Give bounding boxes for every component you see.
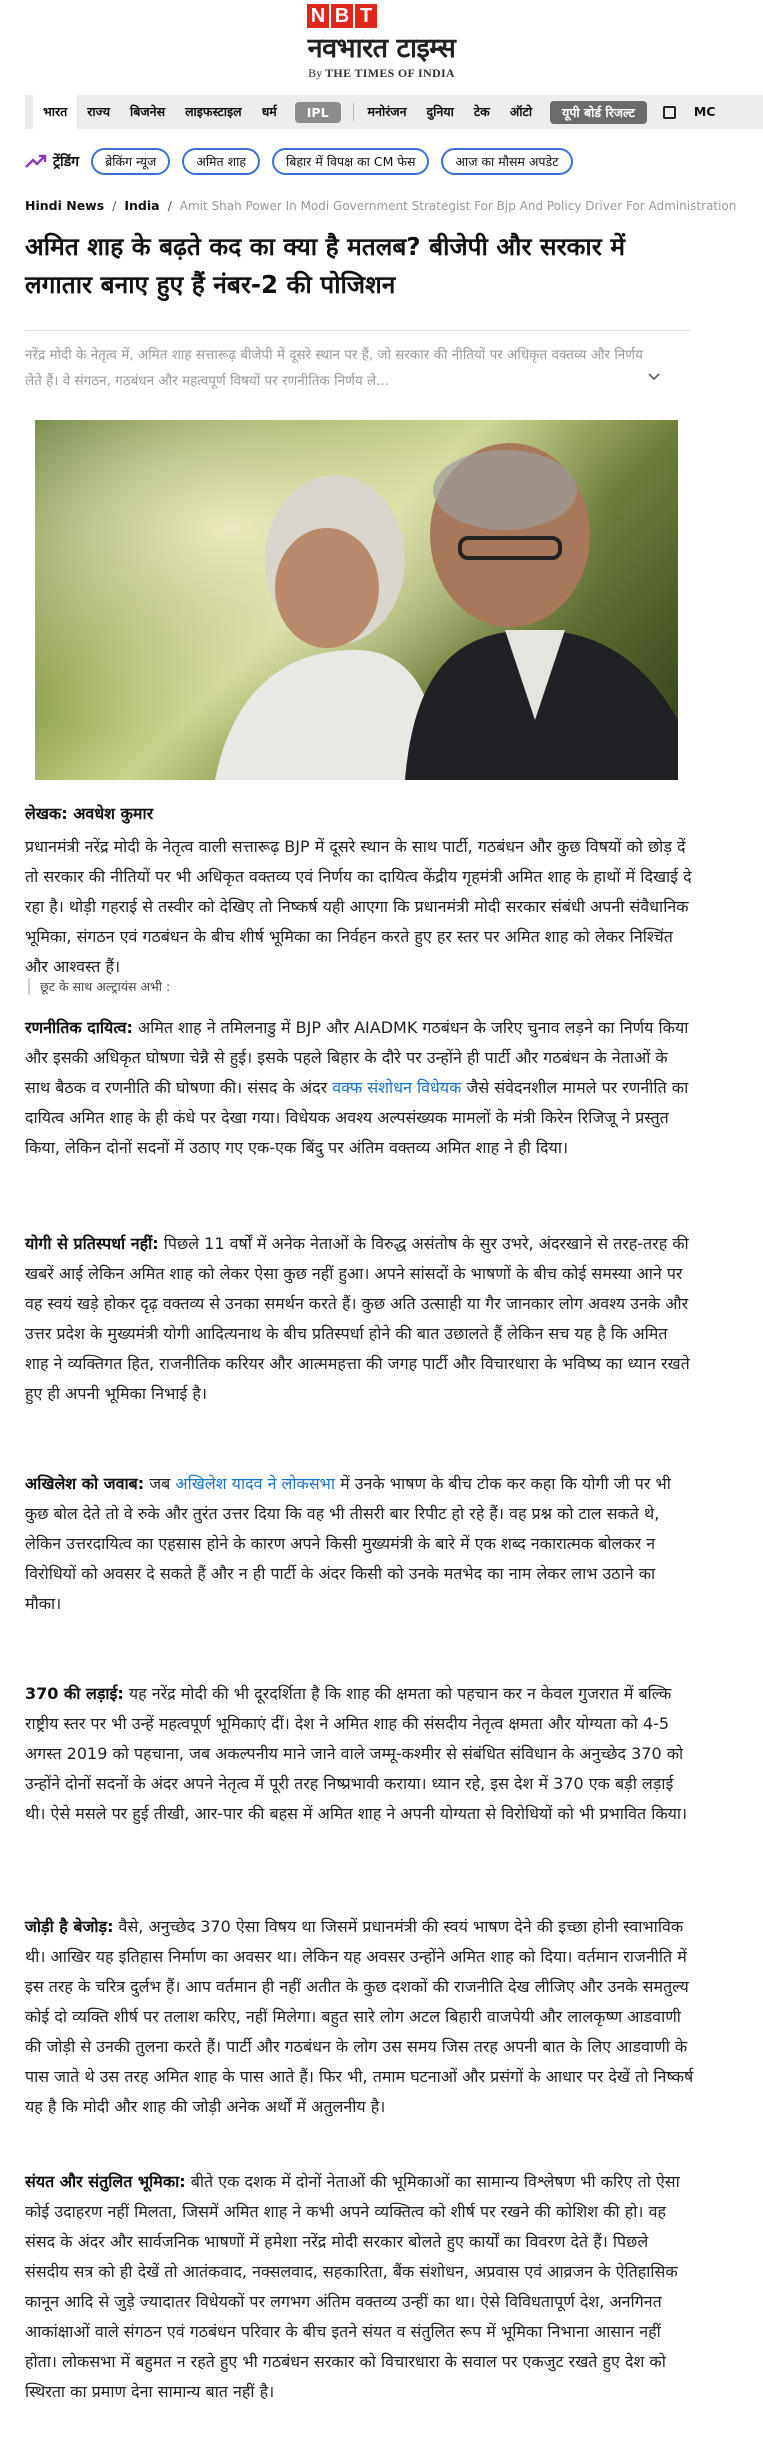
chevron-down-icon[interactable] <box>647 370 661 384</box>
article-title: अमित शाह के बढ़ते कद का क्या है मतलब? बीजेपी और सरकार में लगातार बनाए हुए हैं नंबर-2 की पोजिशन <box>25 232 625 299</box>
nbt-letter-b: B <box>331 4 353 28</box>
paragraph-text: जब <box>144 1474 176 1493</box>
list-icon[interactable] <box>663 106 676 119</box>
trending-label: ट्रेंडिंग <box>53 153 80 170</box>
breadcrumb-section[interactable]: India <box>124 198 160 213</box>
paragraph-text: में उनके भाषण के बीच टोक कर कहा कि योगी जी पर भी कुछ बोल देते तो वे रुके और तुरंत उत्तर दिया कि वह भी तीसरी बार रिपीट हो रहे हैं। वह प्रश्न को टाल सकते थे, लेकिन उत्तरदायित्व का एहसास होने के कारण अपने किसी मुख्यमंत्री के बारे में एक शब्द नकारात्मक बोलकर न विरोधियों को अवसर दे सकते हैं और न ही पार्टी के अंदर किसी को उनके मतभेद का नाम लेकर लाभ उठाने का मौका। <box>25 1474 671 1613</box>
nav-divider <box>353 103 354 121</box>
nav-pill-ipl[interactable]: IPL <box>295 102 341 123</box>
byline-brand: THE TIMES OF INDIA <box>325 66 455 80</box>
paragraph-text: अमित शाह ने तमिलनाडु में BJP और AIADMK गठबंधन के जरिए चुनाव लड़ने का निर्णय किया और इसकी अधिकृत घोषणा चेन्नै से हुई। इसके पहले बिहार के दौरे पर उन्होंने ही पार्टी और गठबंधन के नेताओं के साथ बैठक व रणनीति की घोषणा की। संसद के अंदर <box>25 1018 689 1097</box>
paragraph-heading: रणनीतिक दायित्व: <box>25 1018 133 1037</box>
article-author: लेखक: अवधेश कुमार <box>25 804 154 823</box>
article-paragraph-1: प्रधानमंत्री नरेंद्र मोदी के नेतृत्व वाली सत्तारूढ़ BJP में दूसरे स्थान के साथ पार्टी, गठबंधन और कुछ विषयों को छोड़ दें तो सरकार की नीतियों पर भी अधिकृत वक्तव्य एवं निर्णय का दायित्व केंद्रीय गृहमंत्री अमित शाह के हाथों में दिखाई दे रहा है। थोड़ी गहराई से तस्वीर को देखिए तो निष्कर्ष यही आएगा कि प्रधानमंत्री मोदी सरकार संबंधी अपनी संवैधानिक भूमिका, संगठन एवं गठबंधन के बीच शीर्ष भूमिका का निर्वहन करते हुए हर स्तर पर अमित शाह को लेकर निश्चिंत और आश्वस्त हैं। <box>25 837 692 976</box>
byline-prefix: By <box>308 66 323 80</box>
article-paragraph-4 <box>25 1469 695 1619</box>
article-paragraph-2 <box>25 1013 695 1163</box>
site-logo[interactable] <box>0 0 763 92</box>
nbt-mark <box>307 4 377 28</box>
ad-note[interactable]: छूट के साथ अल्ट्रायंस अभी : <box>28 978 170 995</box>
nav-item-religion[interactable]: धर्म <box>261 104 277 119</box>
trending-chip-bihar-cm-face[interactable]: बिहार में विपक्ष का CM फेस <box>272 148 429 175</box>
paragraph-heading: अखिलेश को जवाब: <box>25 1474 145 1493</box>
paragraph-text: बीते एक दशक में दोनों नेताओं की भूमिकाओं का सामान्य विश्लेषण भी करिए तो ऐसा कोई उदाहरण नहीं मिलता, जिसमें अमित शाह ने कभी अपने व्यक्तित्व को शीर्ष पर रखने की कोशिश की हो। वह संसद के अंदर और सार्वजनिक भाषणों में हमेशा नरेंद्र मोदी सरकार बोलते हुए कार्यों का विवरण देते हैं। पिछले संसदीय सत्र को ही देखें तो आतंकवाद, नक्सलवाद, सहकारिता, बैंक संशोधन, अप्रवास एवं आव्रजन के ऐतिहासिक कानून आदि से जुड़े ज्यादातर विधेयकों पर लगभग अंतिम वक्तव्य उन्हीं का था। ऐसे विविधतापूर्ण देश, अनगिनत आकांक्षाओं वाले संगठन एवं गठबंधन परिवार के बीच इतने संयत व संतुलित रूप में भूमिका निभाना आसान नहीं होता। लोकसभा में बहुमत न रहते हुए भी गठबंधन सरकार को विचारधारा के सवाल पर एकजुट रखते हुए देश को स्थिरता का प्रमाण देना सामान्य बात नहीं है। <box>25 2172 680 2401</box>
nav-item-cut[interactable]: MC <box>693 104 716 119</box>
link-akhilesh-loksabha[interactable]: अखिलेश यादव ने लोकसभा <box>175 1474 336 1493</box>
nbt-letter-n: N <box>307 4 329 28</box>
paragraph-text: यह नरेंद्र मोदी की भी दूरदर्शिता है कि शाह की क्षमता को पहचान कर न केवल गुजरात में बल्कि राष्ट्रीय स्तर पर भी उन्हें महत्वपूर्ण भूमिकाएं दीं। देश ने अमित शाह की संसदीय नेतृत्व क्षमता और योग्यता को 4-5 अगस्त 2019 को पहचाना, जब अकल्पनीय माने जाने वाले जम्मू-कश्मीर से संबंधित संविधान के अनुच्छेद 370 को उन्होंने दोनों सदनों के अंदर अपने नेतृत्व में पूरी तरह निष्प्रभावी कराया। ध्यान रहे, इस देश में 370 एक बड़ी लड़ाई थी। ऐसे मसले पर हुई तीखी, आर-पार की बहस में अमित शाह ने अपनी योग्यता से विरोधियों को भी प्रभावित किया। <box>25 1684 688 1823</box>
trending-bar <box>25 146 585 176</box>
nav-item-business[interactable]: बिजनेस <box>130 104 166 119</box>
paragraph-text: वैसे, अनुच्छेद 370 ऐसा विषय था जिसमें प्रधानमंत्री की स्वयं भाषण देने की इच्छा होनी स्वाभाविक थी। आखिर यह इतिहास निर्माण का अवसर था। लेकिन यह अवसर उन्होंने अमित शाह को दिया। वर्तमान राजनीति में इस तरह के चरित्र दुर्लभ हैं। आप वर्तमान ही नहीं अतीत के कुछ दशकों की राजनीति देख लीजिए और उनके समतुल्य कोई दो व्यक्ति शीर्ष पर तलाश करिए, नहीं मिलेगा। बहुत सारे लोग अटल बिहारी वाजपेयी और लालकृष्ण आडवाणी की जोड़ी से उनकी तुलना करते हैं। पार्टी और गठबंधन के लोग उस समय जिस तरह अपनी बात के लिए आडवाणी के पास जाते थे उस तरह अमित शाह के पास आते हैं। फिर भी, तमाम घटनाओं और प्रसंगों के आधार पर देखें तो निष्कर्ष यह है कि मोदी और शाह की जोड़ी अनेक अर्थों में अतुलनीय है। <box>25 1917 694 2116</box>
trending-icon <box>25 153 47 169</box>
main-nav <box>25 95 763 129</box>
breadcrumb <box>25 198 736 213</box>
nav-item-states[interactable]: राज्य <box>87 104 111 119</box>
paragraph-heading: जोड़ी है बेजोड़: <box>25 1917 114 1936</box>
link-waqf-bill[interactable]: वक्फ संशोधन विधेयक <box>332 1078 462 1097</box>
nav-pill-board-result[interactable]: यूपी बोर्ड रिजल्ट <box>550 101 647 124</box>
article-hero-image <box>35 420 678 780</box>
hero-illustration <box>35 420 678 780</box>
article-paragraph-5 <box>25 1679 695 1829</box>
article-paragraph-6 <box>25 1912 695 2122</box>
nav-item-auto[interactable]: ऑटो <box>509 104 533 119</box>
breadcrumb-separator: / <box>167 198 172 213</box>
nav-item-tech[interactable]: टेक <box>473 104 490 119</box>
breadcrumb-current: Amit Shah Power In Modi Government Strategist For Bjp And Policy Driver For Administration <box>179 199 737 213</box>
article-summary[interactable]: नरेंद्र मोदी के नेतृत्व में, अमित शाह सत्तारूढ़ बीजेपी में दूसरे स्थान पर हैं, जो सरकार की नीतियों पर अधिकृत वक्तव्य और निर्णय लेते हैं। वे संगठन, गठबंधन और महत्वपूर्ण विषयों पर रणनीतिक निर्णय ले... <box>25 347 643 389</box>
site-byline <box>0 66 763 81</box>
article-paragraph-3 <box>25 1229 695 1409</box>
nav-item-entertainment[interactable]: मनोरंजन <box>367 104 407 119</box>
nbt-letter-t: T <box>355 4 377 28</box>
paragraph-heading: 370 की लड़ाई: <box>25 1684 124 1703</box>
breadcrumb-separator: / <box>112 198 117 213</box>
site-name: नवभारत टाइम्स <box>307 33 456 64</box>
trending-chip-breaking-news[interactable]: ब्रेकिंग न्यूज <box>91 148 170 175</box>
breadcrumb-home[interactable]: Hindi News <box>25 198 105 213</box>
paragraph-heading: संयत और संतुलित भूमिका: <box>25 2172 186 2191</box>
paragraph-text: जैसे संवेदनशील मामले पर रणनीति का दायित्व अमित शाह के ही कंधे पर देखा गया। विधेयक अवश्य अल्पसंख्यक मामलों के मंत्री किरेन रिजिजू ने प्रस्तुत किया, लेकिन दोनों सदनों में उठाए गए एक-एक बिंदु पर अंतिम वक्तव्य अमित शाह ने ही दिया। <box>25 1078 689 1157</box>
article-paragraph-7 <box>25 2167 695 2407</box>
trending-chip-amit-shah[interactable]: अमित शाह <box>182 148 260 175</box>
nav-item-world[interactable]: दुनिया <box>426 104 454 119</box>
trending-chip-weather[interactable]: आज का मौसम अपडेट <box>441 148 572 175</box>
nav-item-india[interactable]: भारत <box>33 95 77 129</box>
nav-item-lifestyle[interactable]: लाइफस्टाइल <box>185 104 242 119</box>
paragraph-heading: योगी से प्रतिस्पर्धा नहीं: <box>25 1234 159 1253</box>
title-divider <box>25 330 690 331</box>
paragraph-text: पिछले 11 वर्षों में अनेक नेताओं के विरुद्ध असंतोष के सुर उभरे, अंदरखाने से तरह-तरह की खबरें आई लेकिन अमित शाह को लेकर ऐसा कुछ नहीं हुआ। अपने सांसदों के भाषणों के बीच कोई समस्या आने पर वह स्वयं खड़े होकर दृढ़ वक्तव्य से उनका समर्थन करते हैं। कुछ अति उत्साही या गैर जानकार लोग अवश्य उनके और उत्तर प्रदेश के मुख्यमंत्री योगी आदित्यनाथ के बीच प्रतिस्पर्धा होने की बात उछालते हैं लेकिन सच यह है कि अमित शाह ने व्यक्तिगत हित, राजनीतिक करियर और आत्ममहत्ता की जगह पार्टी और विचारधारा के भविष्य का ध्यान रखते हुए ही अपनी भूमिका निभाई है। <box>25 1234 690 1403</box>
